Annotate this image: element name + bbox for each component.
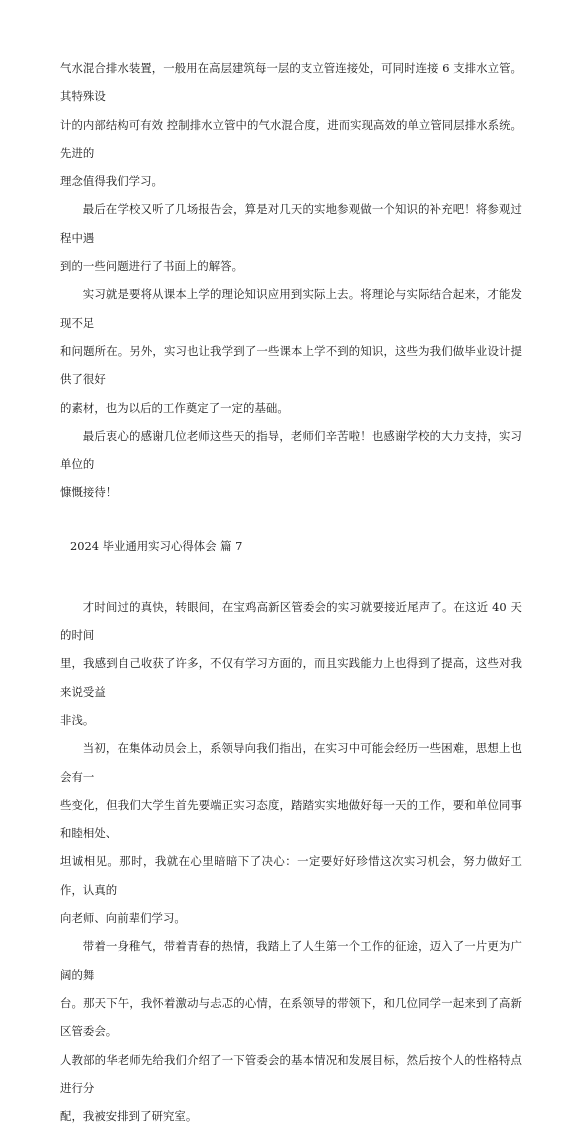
paragraph-3: 实习就是要将从课本上学的理论知识应用到实际上去。将理论与实际结合起来，才能发现不足 和问题所在。另外，实习也让我学到了一些课本上学不到的知识，这些为我们做毕业设计提供了很好 的素材，也为以后的工作奠定了一定的基础。 [60,287,522,415]
document-page [60,54,522,1130]
paragraph-4: 最后衷心的感谢几位老师这些天的指导，老师们辛苦啦！也感谢学校的大力支持，实习单位的 慷慨接待！ [60,428,522,500]
spacer [60,560,522,593]
paragraph-5: 才时间过的真快，转眼间，在宝鸡高新区管委会的实习就要接近尾声了。在这近 40 天的时间 里，我感到自己收获了许多，不仅有学习方面的，而且实践能力上也得到了提高，这些对我来说受益 非浅。 [60,599,522,727]
paragraph-1: 气水混合排水装置，一般用在高层建筑每一层的支立管连接处，可同时连接 6 支排水立管。其特殊设 计的内部结构可有效 控制排水立管中的气水混合度，进而实现高效的单立管同层排水系统。先进的 理念值得我们学习。 [60,61,522,189]
section-heading: 2024 毕业通用实习心得体会 篇 7 [70,538,243,553]
paragraph-2: 最后在学校又听了几场报告会，算是对几天的实地参观做一个知识的补充吧！将参观过程中遇 到的一些问题进行了书面上的解答。 [60,202,522,274]
paragraph-6: 当初，在集体动员会上，系领导向我们指出，在实习中可能会经历一些困难，思想上也会有一 些变化，但我们大学生首先要端正实习态度，踏踏实实地做好每一天的工作，要和单位同事和睦相处、 坦诚相见。那时，我就在心里暗暗下了决心：一定要好好珍惜这次实习机会，努力做好工作，认真的 向老师、向前辈们学习。 [60,741,522,926]
spacer [60,507,522,532]
paragraph-7: 带着一身稚气，带着青春的热情，我踏上了人生第一个工作的征途，迈入了一片更为广阔的舞 台。那天下午，我怀着激动与忐忑的心情，在系领导的带领下，和几位同学一起来到了高新区管委会。 人教部的华老师先给我们介绍了一下管委会的基本情况和发展目标，然后按个人的性格特点进行分 配，我被安排到了研究室。 [60,939,522,1124]
